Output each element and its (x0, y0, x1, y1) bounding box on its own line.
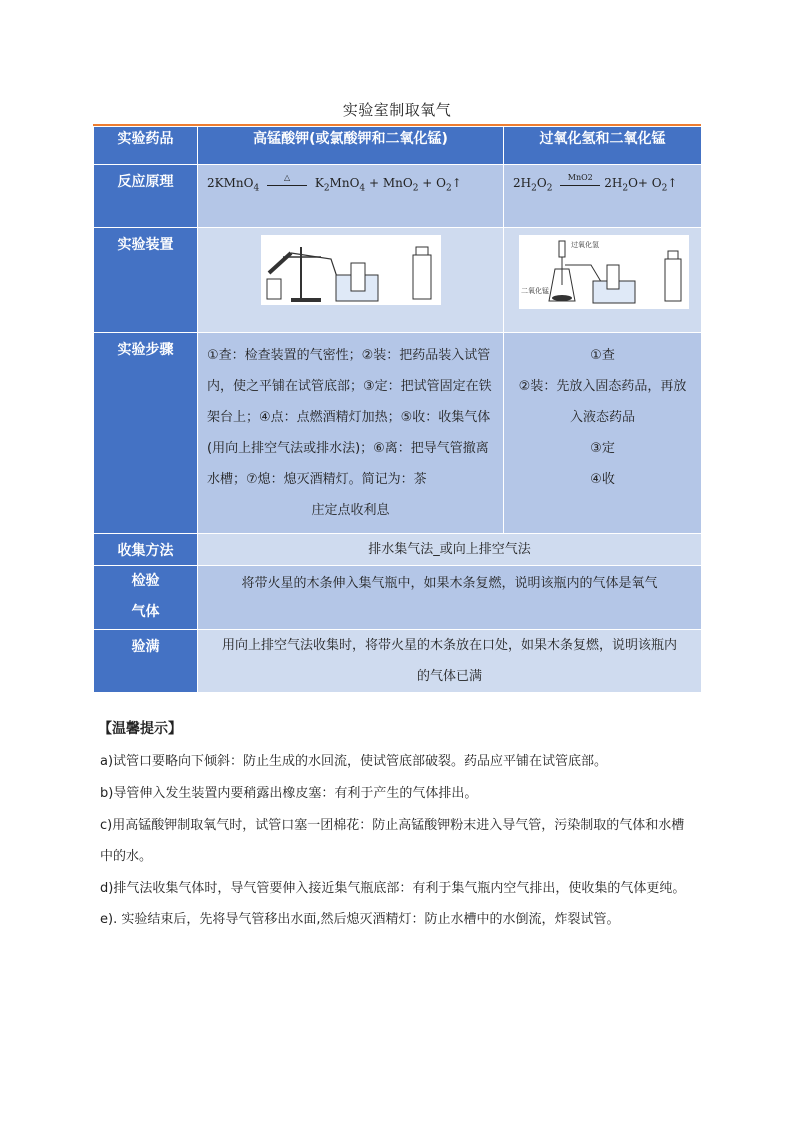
header-cell: 高锰酸钾(或氯酸钾和二氧化锰) (198, 127, 504, 165)
tip-item: c)用高锰酸钾制取氧气时，试管口塞一团棉花：防止高锰酸钾粉末进入导气管，污染制取的气体和水槽 (100, 818, 685, 833)
table-row-principle (94, 165, 702, 228)
tip-item: a)试管口要略向下倾斜：防止生成的水回流，使试管底部破裂。药品应平铺在试管底部。 (100, 754, 608, 769)
tip-item: d)排气法收集气体时，导气管要伸入接近集气瓶底部：有利于集气瓶内空气排出，使收集的气体更纯。 (100, 881, 686, 896)
table-row-collect (94, 534, 702, 566)
full-value: 用向上排空气法收集时，将带火星的木条放在口处，如果木条复燃，说明该瓶内 的气体已满 (198, 630, 702, 693)
header-cell: 实验药品 (94, 127, 198, 165)
step-line: ②装：先放入固态药品，再放 (518, 379, 687, 394)
table-row-full (94, 630, 702, 693)
row-label: 实验装置 (94, 228, 198, 333)
row-label: 实验步骤 (94, 333, 198, 534)
experiment-table (93, 126, 702, 693)
row-label: 检验 气体 (94, 566, 198, 630)
equation-kmno4: 2KMnO$_4$ △ $K_2MnO_4 + MnO_2$ + $O_2↑$ (198, 165, 504, 228)
test-value: 将带火星的木条伸入集气瓶中，如果木条复燃，说明该瓶内的气体是氧气 (198, 566, 702, 630)
collect-value: 排水集气法_或向上排空气法 (198, 534, 702, 566)
apparatus-kmno4-image (261, 235, 441, 305)
table-row-steps (94, 333, 702, 534)
tip-item: 中的水。 (100, 849, 153, 864)
step-line: ③定 (590, 441, 615, 456)
step-line: 入液态药品 (569, 410, 635, 425)
step-line: ④收 (590, 472, 615, 487)
apparatus-h2o2-cell (504, 228, 702, 333)
label-hydrogen-peroxide: 过氧化氢 (571, 241, 599, 249)
table-row-test (94, 566, 702, 630)
apparatus-kmno4-cell (198, 228, 504, 333)
table-header-row (94, 127, 702, 165)
steps-kmno4: ①查：检查装置的气密性；②装：把药品装入试管内，使之平铺在试管底部；③定：把试管固定在铁架台上；④点：点燃酒精灯加热；⑤收：收集气体(用向上排空气法或排水法)；⑥离：把导气管撤离水槽；⑦熄：熄灭酒精灯。简记为：茶 庄定点收利息 (198, 333, 504, 534)
tips-heading: 【温馨提示】 (98, 721, 182, 737)
step-line: ①查 (590, 348, 615, 363)
tip-item: b)导管伸入发生装置内要稍露出橡皮塞：有利于产生的气体排出。 (100, 786, 478, 801)
header-cell: 过氧化氢和二氧化锰 (504, 127, 702, 165)
label-manganese-dioxide: 二氧化锰 (521, 287, 549, 295)
row-label: 验满 (94, 630, 198, 693)
tip-item: e). 实验结束后，先将导气管移出水面,然后熄灭酒精灯：防止水槽中的水倒流，炸裂试管。 (100, 912, 620, 927)
steps-h2o2 (504, 333, 702, 534)
row-label: 反应原理 (94, 165, 198, 228)
table-row-apparatus (94, 228, 702, 333)
apparatus-h2o2-image (519, 235, 689, 309)
page-title: 实验室制取氧气 (342, 101, 452, 119)
row-label: 收集方法 (94, 534, 198, 566)
equation-h2o2: $2H_2O_2$ MnO2 $2H_2O+$ $O_2↑$ (504, 165, 702, 228)
